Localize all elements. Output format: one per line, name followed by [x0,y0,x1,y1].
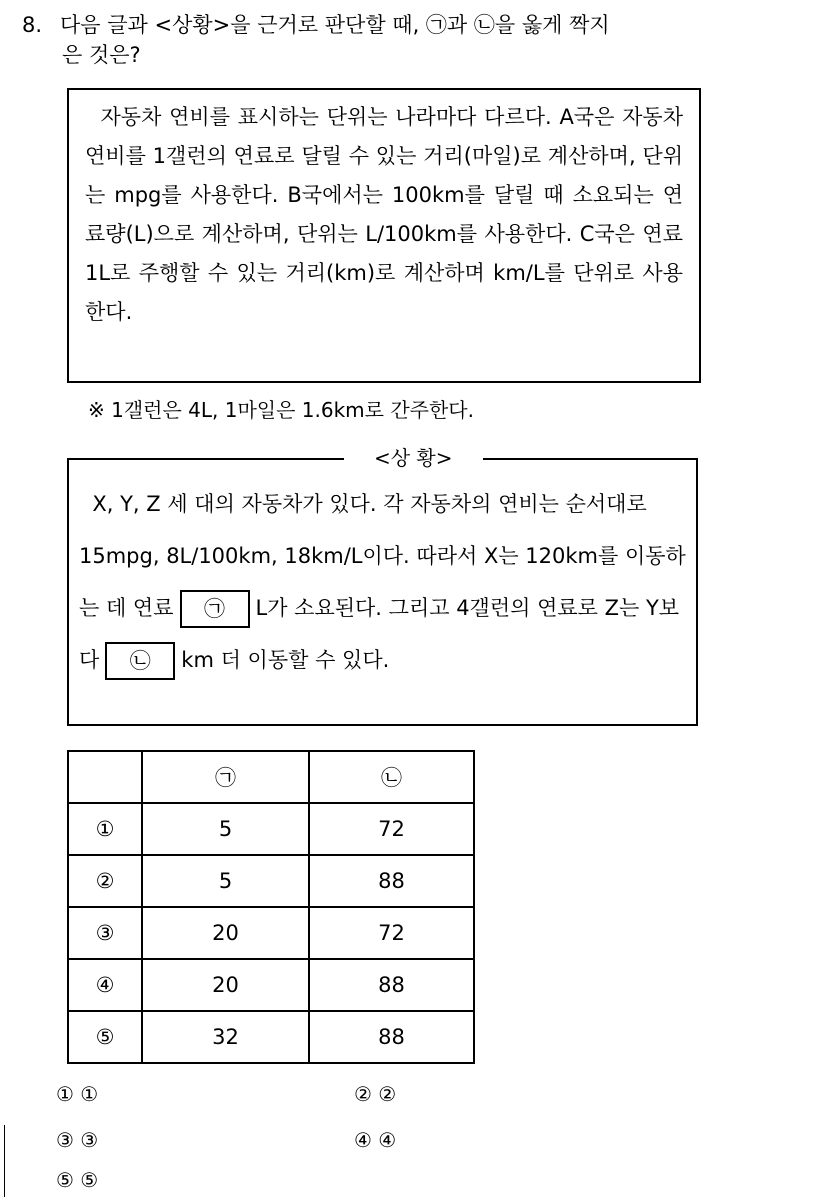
table-cell: ④ [68,959,142,1011]
situation-text-2: L가 소요된다. 그리고 4갤런의 연료로 Z는 Y보다 [79,596,680,672]
passage-text: 자동차 연비를 표시하는 단위는 나라마다 다르다. A국은 자동차 연비를 1갤런의 연료로 달릴 수 있는 거리(마일)로 계산하며, 단위는 mpg를 사용한다. B국에서는 100km를 달릴 때 소요되는 연료량(L)으로 계산하며, 단위는 L/100km를 사용한다. C국은 연료 1L로 주행할 수 있는 거리(km)로 계산하며 km/L를 단위로 사용한다. [85,105,683,324]
table-cell: 88 [309,855,474,907]
table-cell: 5 [142,855,309,907]
table-row [68,803,474,855]
question-text-line2: 은 것은? [62,43,141,67]
table-cell: ① [68,803,142,855]
table-cell: 88 [309,1011,474,1063]
table-cell: 20 [142,959,309,1011]
choice-3[interactable]: ③ ③ [56,1128,99,1152]
table-header: ㉠ [142,751,309,803]
choice-5[interactable]: ⑤ ⑤ [56,1168,99,1192]
table-row [68,959,474,1011]
table-header [68,751,142,803]
blank-2: ㉡ [105,642,175,680]
question-number: 8. [22,13,43,37]
table-row [68,1011,474,1063]
question-text-line1: 다음 글과 <상황>을 근거로 판단할 때, ㉠과 ㉡을 옳게 짝지 [60,13,610,37]
passage-box [67,88,701,383]
choice-2[interactable]: ② ② [354,1082,397,1106]
table-header-row [68,751,474,803]
table-cell: ⑤ [68,1011,142,1063]
situation-text-1: X, Y, Z 세 대의 자동차가 있다. 각 자동차의 연비는 순서대로 15mpg, 8L/100km, 18km/L이다. 따라서 X는 120km를 이동하는 데 연료 [79,492,686,620]
table-cell: 72 [309,803,474,855]
table-row [68,855,474,907]
table-cell: 72 [309,907,474,959]
situation-title: <상 황> [344,444,483,472]
blank-1: ㉠ [180,590,250,628]
table-cell: ③ [68,907,142,959]
question-stem [22,10,782,70]
conversion-note: ※ 1갤런은 4L, 1마일은 1.6km로 간주한다. [88,398,474,422]
table-cell: ② [68,855,142,907]
table-row [68,907,474,959]
margin-line [4,1125,5,1197]
situation-text-3: km 더 이동할 수 있다. [181,648,390,672]
table-cell: 5 [142,803,309,855]
table-cell: 88 [309,959,474,1011]
choice-1[interactable]: ① ① [56,1082,99,1106]
choice-4[interactable]: ④ ④ [354,1128,397,1152]
table-cell: 20 [142,907,309,959]
answer-table [67,750,475,1064]
table-header: ㉡ [309,751,474,803]
situation-box [67,446,698,726]
table-cell: 32 [142,1011,309,1063]
